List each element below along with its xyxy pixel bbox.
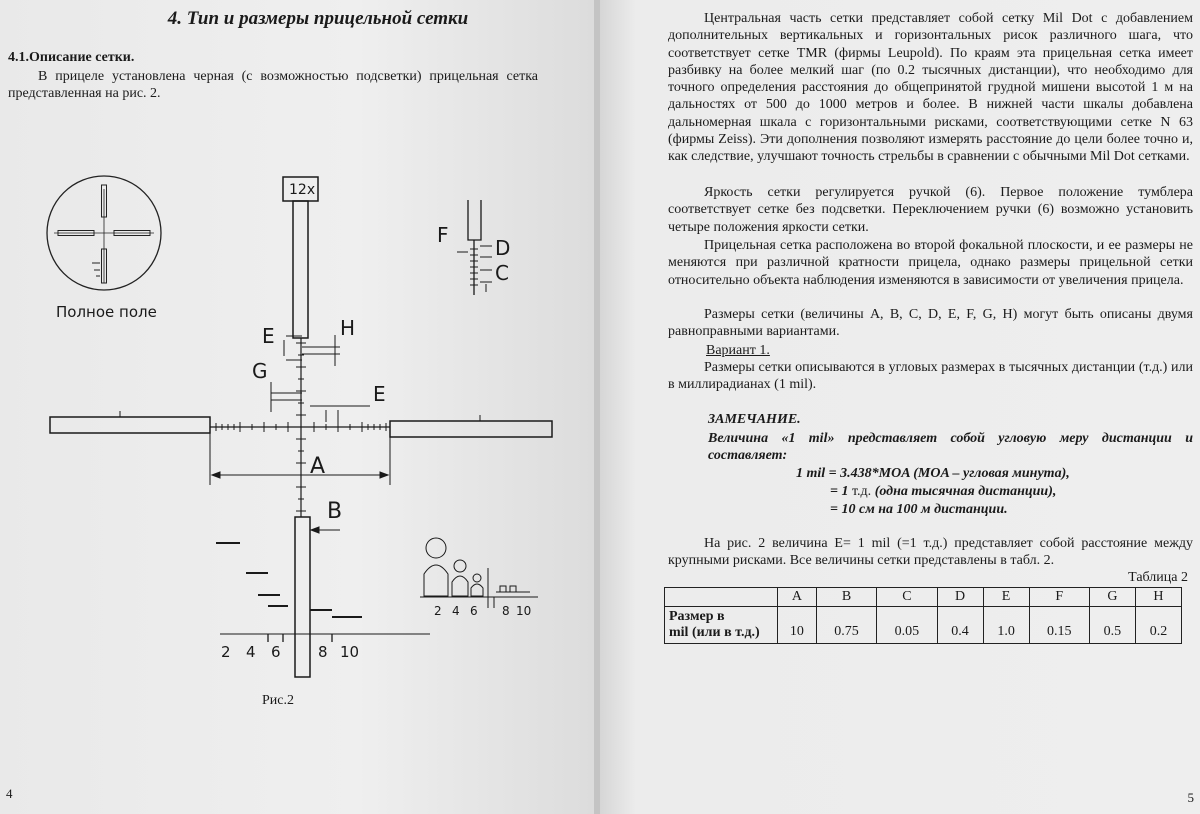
paragraph-3: Прицельная сетка расположена во второй фокальной плоскости, и ее размеры не меняются при различной кратности прицела, однако размеры прицельной сетки относительно объекта наблюдения изменяются в зависимости от увеличения прицела. <box>668 238 1193 288</box>
note-title: ЗАМЕЧАНИЕ. <box>708 412 801 427</box>
table-cell: 0.2 <box>1135 607 1181 644</box>
table-cell: 0.75 <box>816 607 876 644</box>
col-header: D <box>937 588 983 607</box>
stadia-num-6: 6 <box>271 643 281 661</box>
left-page <box>0 0 596 814</box>
variant-label: Вариант 1. <box>706 343 770 358</box>
formula-line-3: = 10 см на 100 м дистанции. <box>830 502 1008 517</box>
col-header: C <box>877 588 937 607</box>
table-cell: 0.5 <box>1089 607 1135 644</box>
formula-line-1: 1 mil = 3.438*MOA (MOA – угловая минута), <box>796 466 1070 481</box>
table-corner <box>665 588 778 607</box>
col-header: B <box>816 588 876 607</box>
stadia-num-10: 10 <box>340 643 360 661</box>
intro-paragraph: В прицеле установлена черная (с возможностью подсветки) прицельная сетка представленная на рис. 2. <box>8 69 538 101</box>
col-header: H <box>1135 588 1181 607</box>
dimensions-table <box>664 587 1182 644</box>
page-number-left: 4 <box>6 786 13 801</box>
note-body: Величина «1 mil» представляет собой угловую меру дистанции и составляет: <box>708 431 1193 463</box>
label-d: D <box>495 236 511 260</box>
paragraph-6: На рис. 2 величина E= 1 mil (=1 т.д.) представляет собой расстояние между крупными рисками. Все величины сетки представлены в табл. 2. <box>668 536 1193 569</box>
small-stadia-4: 4 <box>452 604 460 618</box>
small-stadia-2: 2 <box>434 604 442 618</box>
table-cell: 0.15 <box>1029 607 1089 644</box>
table-cell: 0.4 <box>937 607 983 644</box>
col-header: A <box>778 588 817 607</box>
page-number-right: 5 <box>1187 790 1194 805</box>
label-c: C <box>495 261 509 285</box>
table-cell: 0.05 <box>877 607 937 644</box>
subsection-title: 4.1.Описание сетки. <box>8 50 135 65</box>
reticle-diagram <box>40 160 596 700</box>
section-title: 4. Тип и размеры прицельной сетки <box>167 8 469 29</box>
label-h: H <box>340 316 356 340</box>
full-field-caption: Полное поле <box>56 303 157 321</box>
label-f: F <box>437 223 449 247</box>
small-stadia-6: 6 <box>470 604 478 618</box>
col-header: G <box>1089 588 1135 607</box>
label-a: A <box>310 454 326 479</box>
mag-label: 12x <box>289 182 316 198</box>
label-g: G <box>252 359 268 383</box>
paragraph-4: Размеры сетки (величины A, B, C, D, E, F, G, H) могут быть описаны двумя равноправными вариантами. <box>668 307 1193 340</box>
paragraph-2: Яркость сетки регулируется ручкой (6). Первое положение тумблера соответствует сетке без подсветки. Переключением ручки (6) возможно установить четыре положения яркости сетки. <box>668 185 1193 235</box>
paragraph-5: Размеры сетки описываются в угловых размерах в тысячных дистанции (т.д.) или в миллирадианах (1 mil). <box>668 360 1193 393</box>
row-header: Размер в mil (или в т.д.) <box>665 607 778 644</box>
small-stadia-8: 8 <box>502 604 510 618</box>
formula-line-2: = 1 т.д. (одна тысячная дистанции), <box>830 484 1057 499</box>
table-caption: Таблица 2 <box>1128 570 1188 585</box>
col-header: E <box>983 588 1029 607</box>
stadia-num-8: 8 <box>318 643 328 661</box>
figure-caption: Рис.2 <box>262 693 294 708</box>
paragraph-1: Центральная часть сетки представляет собой сетку Mil Dot с добавлением дополнительных вертикальных и горизонтальных рисок различного шага, что соответствует сетке TMR (фирмы Leupold). По краям эта прицельная сетка имеет разбивку на более мелкий шаг (по 0.2 тысячных дистанции), что необходимо для точного определения расстояния до общепринятой грудной мишени высотой 1 м на дальностях от 500 до 1000 метров и более. В нижней части шкалы добавлена дальномерная шкала с горизонтальными рисками, соответствующими сетке N 63 (фирмы Zeiss). Эти дополнения позволяют измерять расстояние до цели более точно и, как следствие, улучшают точность стрельбы в сравнении с обычными Mil Dot сетками. <box>668 11 1193 165</box>
table-header-row <box>665 588 1182 607</box>
table-cell: 10 <box>778 607 817 644</box>
table-row <box>665 607 1182 644</box>
label-e-right: E <box>373 382 386 406</box>
small-stadia-10: 10 <box>516 604 532 618</box>
table-cell: 1.0 <box>983 607 1029 644</box>
label-e-top: E <box>262 324 275 348</box>
col-header: F <box>1029 588 1089 607</box>
stadia-num-2: 2 <box>221 643 231 661</box>
label-b: B <box>327 499 343 524</box>
stadia-num-4: 4 <box>246 643 256 661</box>
right-page <box>600 0 1200 814</box>
